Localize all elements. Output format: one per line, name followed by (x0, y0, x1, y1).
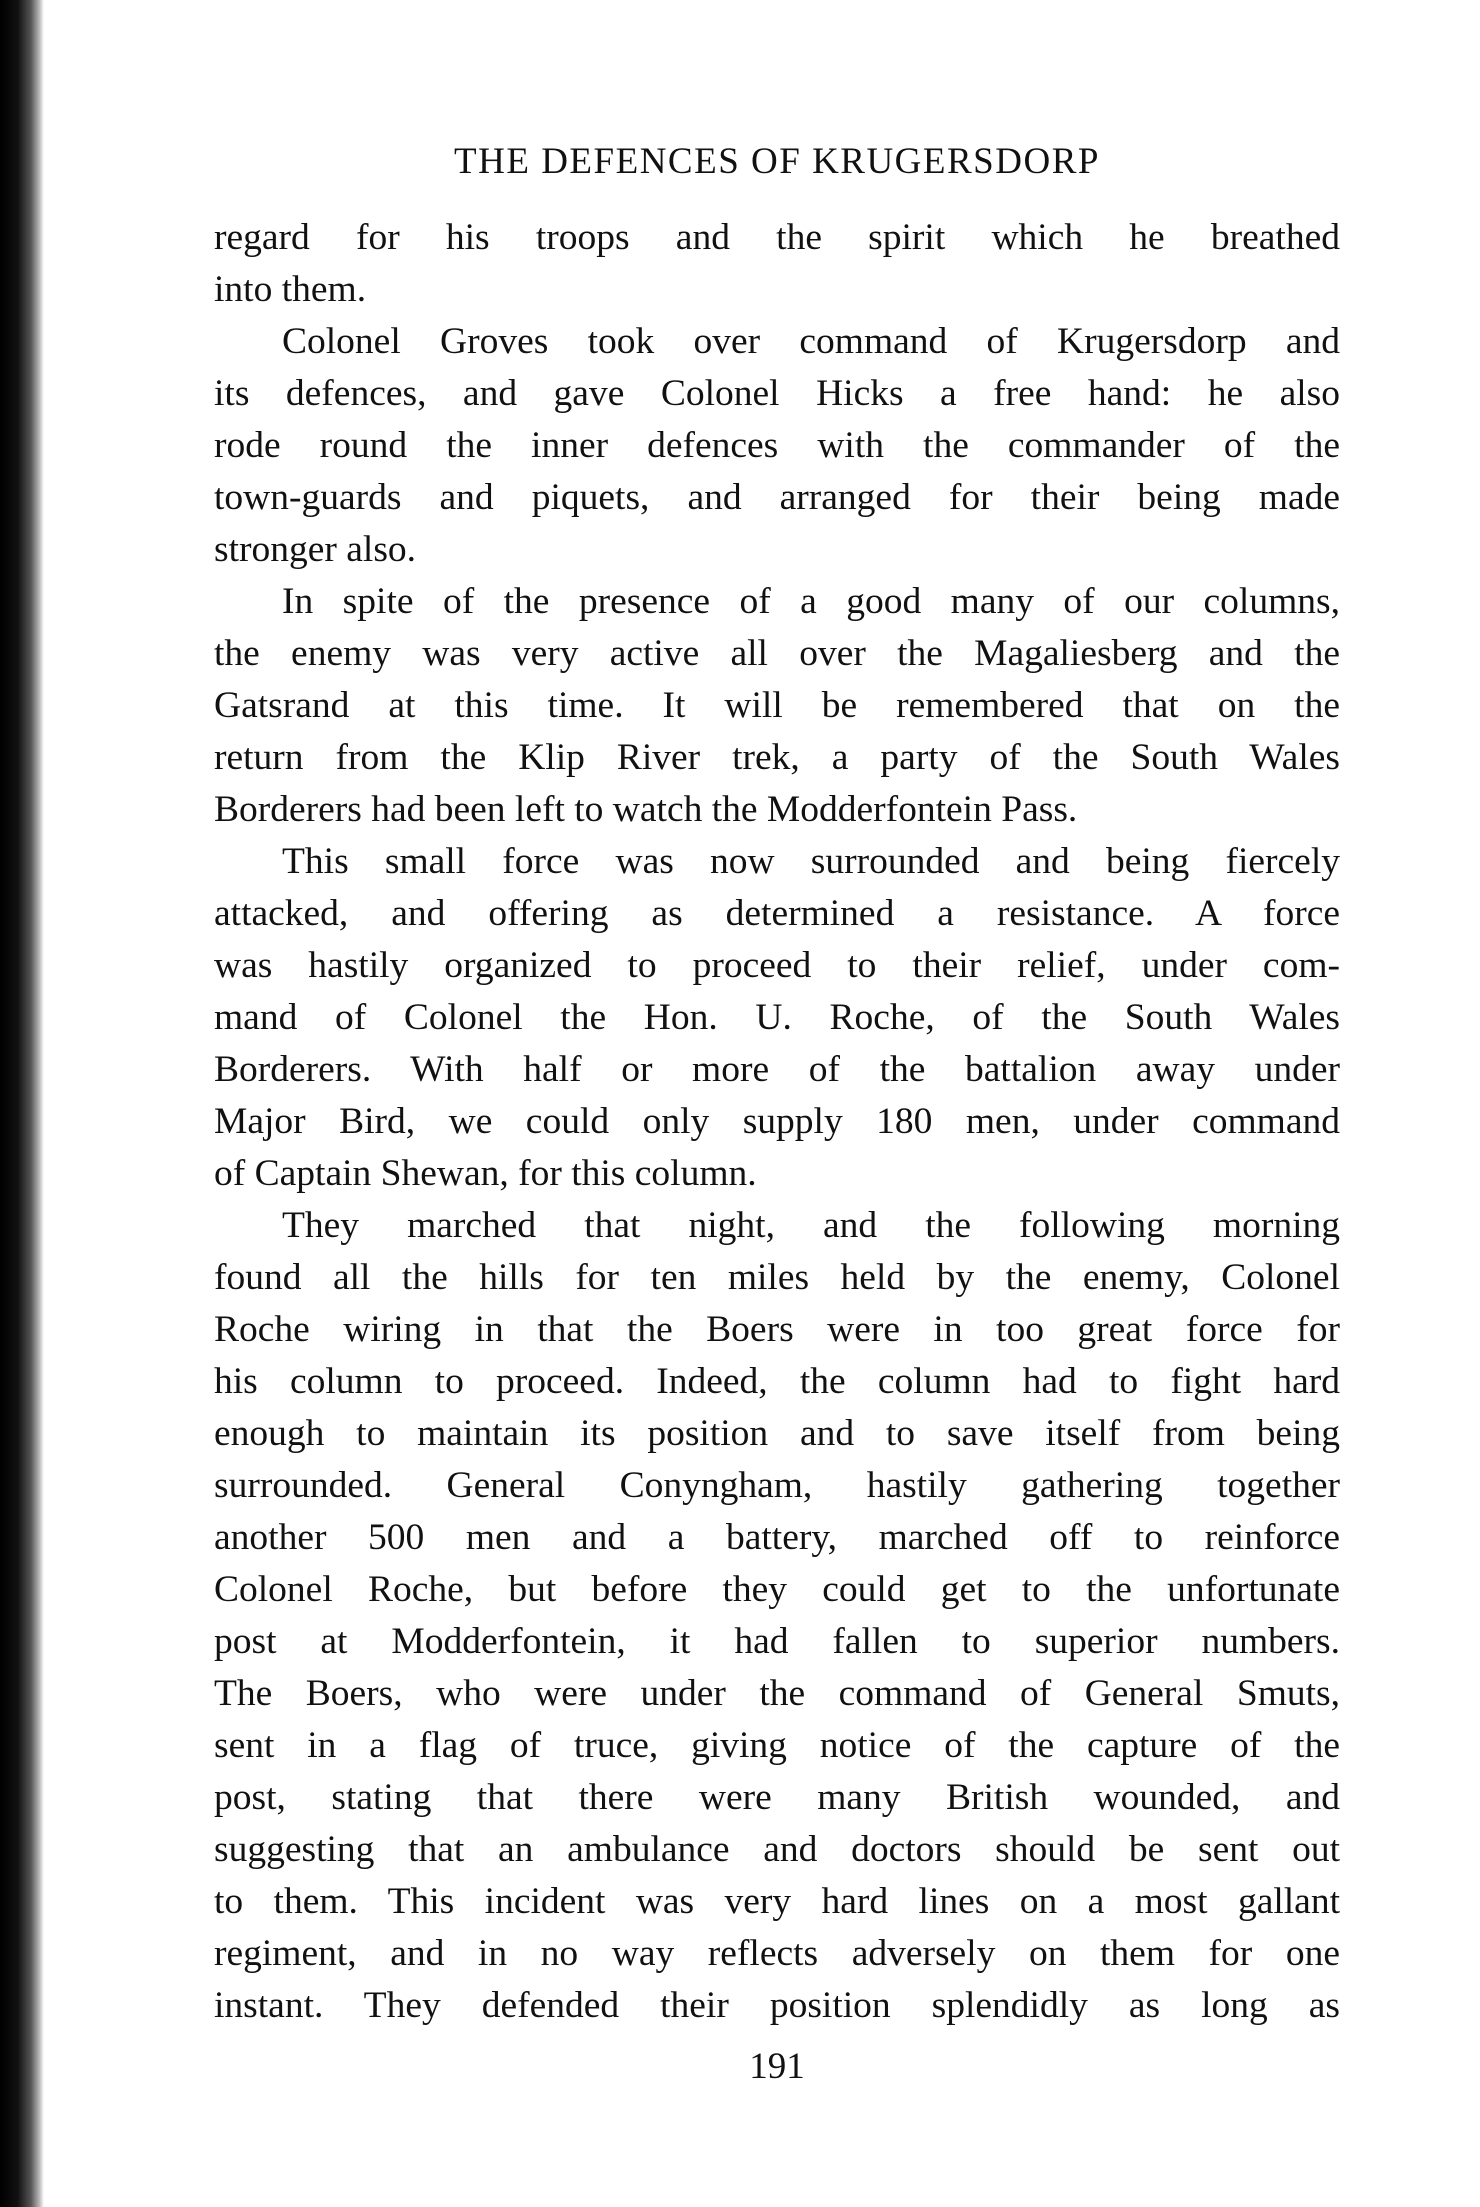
text-line: enough to maintain its position and to save itself from being (214, 1413, 1340, 1454)
page-number: 191 (749, 2046, 805, 2087)
text-line: suggesting that an ambulance and doctors should be sent out (214, 1829, 1340, 1870)
text-line: stronger also. (214, 529, 417, 570)
text-line: mand of Colonel the Hon. U. Roche, of the South Wales (214, 997, 1340, 1038)
text-line: post, stating that there were many British wounded, and (214, 1777, 1340, 1818)
text-line: instant. They defended their position splendidly as long as (214, 1985, 1340, 2026)
text-line: Gatsrand at this time. It will be remembered that on the (214, 685, 1340, 726)
text-line: Roche wiring in that the Boers were in too great force for (214, 1309, 1340, 1350)
body-text (214, 212, 1340, 2032)
running-header: THE DEFENCES OF KRUGERSDORP (454, 141, 1100, 182)
text-line: This small force was now surrounded and being fiercely (282, 841, 1340, 882)
text-line: his column to proceed. Indeed, the column had to fight hard (214, 1361, 1340, 1402)
text-line: sent in a flag of truce, giving notice of the capture of the (214, 1725, 1340, 1766)
text-line: Colonel Roche, but before they could get to the unfortunate (214, 1569, 1340, 1610)
text-line: Borderers. With half or more of the battalion away under (214, 1049, 1340, 1090)
text-line: attacked, and offering as determined a resistance. A force (214, 893, 1340, 934)
scan-binding-edge (0, 0, 44, 2207)
text-line: regiment, and in no way reflects adversely on them for one (214, 1933, 1340, 1974)
text-line: Major Bird, we could only supply 180 men, under command (214, 1101, 1340, 1142)
text-line: another 500 men and a battery, marched off to reinforce (214, 1517, 1340, 1558)
text-line: They marched that night, and the following morning (282, 1205, 1340, 1246)
text-line: the enemy was very active all over the Magaliesberg and the (214, 633, 1340, 674)
text-line: surrounded. General Conyngham, hastily gathering together (214, 1465, 1340, 1506)
text-line: Colonel Groves took over command of Krugersdorp and (282, 321, 1340, 362)
text-line: was hastily organized to proceed to their relief, under com- (214, 945, 1340, 986)
text-line: found all the hills for ten miles held by the enemy, Colonel (214, 1257, 1340, 1298)
text-line: In spite of the presence of a good many of our columns, (282, 581, 1340, 622)
text-line: Borderers had been left to watch the Modderfontein Pass. (214, 789, 1078, 830)
text-line: regard for his troops and the spirit which he breathed (214, 217, 1340, 258)
text-line: return from the Klip River trek, a party of the South Wales (214, 737, 1340, 778)
text-line: its defences, and gave Colonel Hicks a free hand: he also (214, 373, 1340, 414)
text-line: of Captain Shewan, for this column. (214, 1153, 757, 1194)
text-line: town-guards and piquets, and arranged for their being made (214, 477, 1340, 518)
text-line: rode round the inner defences with the commander of the (214, 425, 1340, 466)
text-line: to them. This incident was very hard lines on a most gallant (214, 1881, 1340, 1922)
text-line: The Boers, who were under the command of General Smuts, (214, 1673, 1340, 1714)
text-line: into them. (214, 269, 367, 310)
text-line: post at Modderfontein, it had fallen to superior numbers. (214, 1621, 1340, 1662)
